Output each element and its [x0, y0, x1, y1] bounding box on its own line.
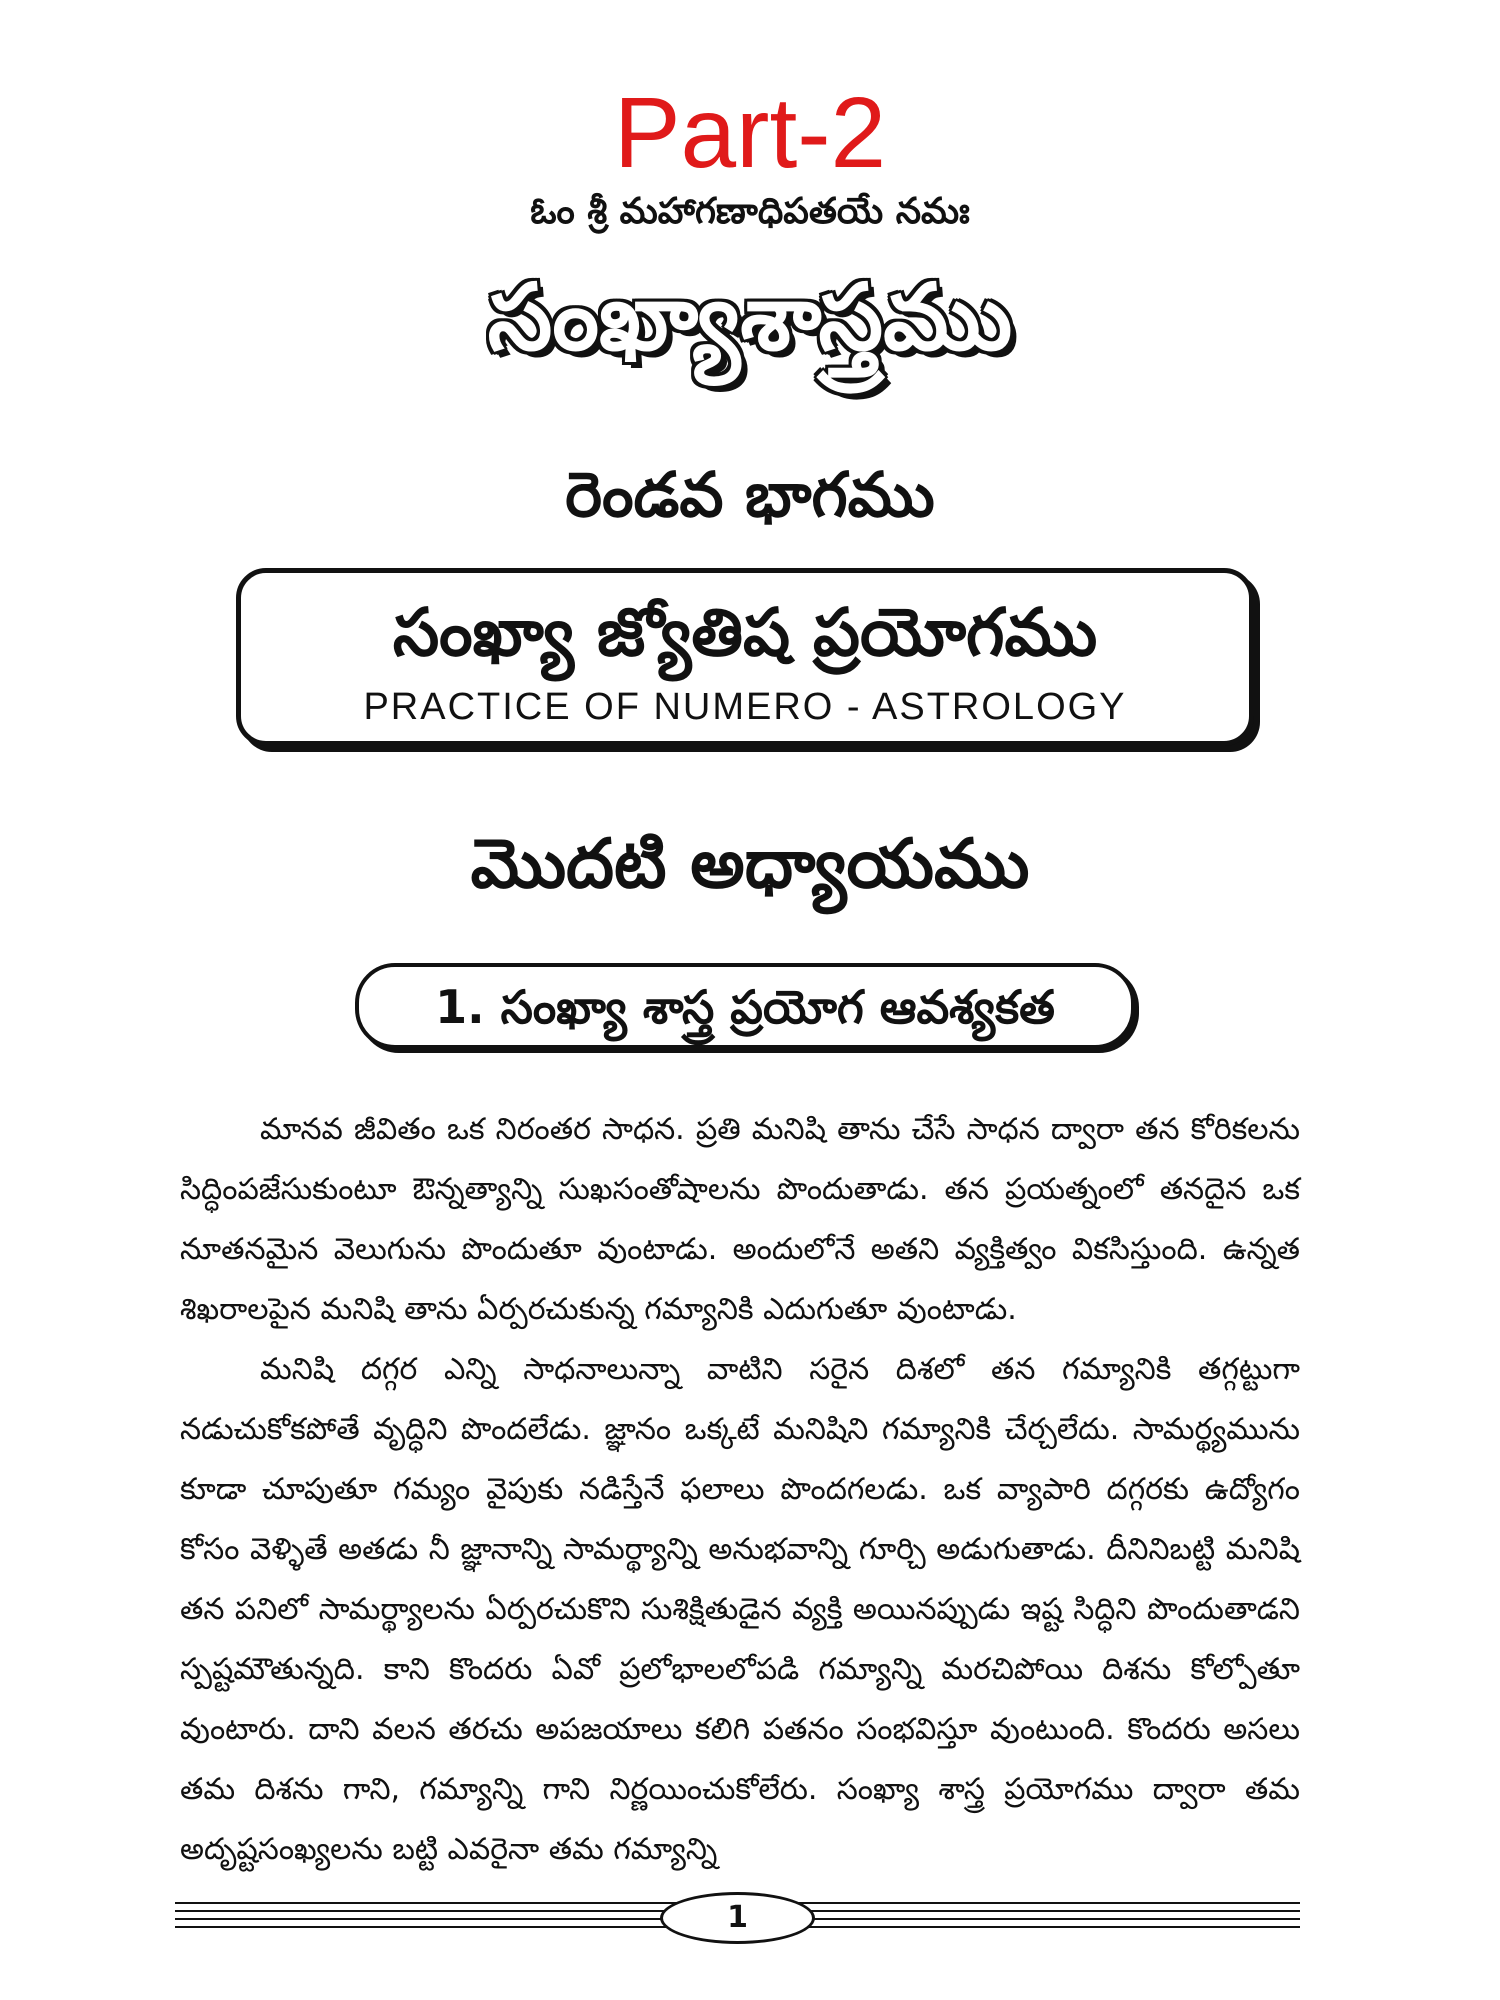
section-subtitle: PRACTICE OF NUMERO - ASTROLOGY — [363, 686, 1127, 728]
topic-heading-box — [355, 963, 1135, 1049]
part-title: రెండవ భాగము — [565, 458, 935, 531]
page-footer — [175, 1890, 1300, 1950]
page-number: 1 — [660, 1892, 815, 1944]
topic-heading: 1. సంఖ్యా శాస్త్ర ప్రయోగ ఆవశ్యకత — [435, 980, 1055, 1034]
part-label: Part-2 — [613, 77, 887, 189]
paragraph: మనిషి దగ్గర ఎన్ని సాధనాలున్నా వాటిని సరైన దిశలో తన గమ్యానికి తగ్గట్టుగా నడుచుకోకపోతే వృద్ధిని పొందలేడు. జ్ఞానం ఒక్కటే మనిషిని గమ్యానికి చేర్చలేదు. సామర్థ్యమును కూడా చూపుతూ గమ్యం వైపుకు నడిస్తేనే ఫలాలు పొందగలడు. ఒక వ్యాపారి దగ్గరకు ఉద్యోగం కోసం వెళ్ళితే అతడు నీ జ్ఞానాన్ని సామర్థ్యాన్ని అనుభవాన్ని గూర్చి అడుగుతాడు. దీనినిబట్టి మనిషి తన పనిలో సామర్థ్యాలను ఏర్పరచుకొని సుశిక్షితుడైన వ్యక్తి అయినప్పుడు ఇష్ట సిద్ధిని పొందుతాడని స్పష్టమౌతున్నది. కాని కొందరు ఏవో ప్రలోభాలలోపడి గమ్యాన్ని మరచిపోయి దిశను కోల్పోతూ వుంటారు. దాని వలన తరచు అపజయాలు కలిగి పతనం సంభవిస్తూ వుంటుంది. కొందరు అసలు తమ దిశను గాని, గమ్యాన్ని గాని నిర్ణయించుకోలేరు. సంఖ్యా శాస్త్ర ప్రయోగము ద్వారా తమ అదృష్టసంఖ్యలను బట్టి ఎవరైనా తమ గమ్యాన్ని — [180, 1352, 1300, 1867]
paragraph: మానవ జీవితం ఒక నిరంతర సాధన. ప్రతి మనిషి తాను చేసే సాధన ద్వారా తన కోరికలను సిద్ధింపజేసుకుంటూ ఔన్నత్యాన్ని సుఖసంతోషాలను పొందుతాడు. తన ప్రయత్నంలో తనదైన ఒక నూతనమైన వెలుగును పొందుతూ వుంటాడు. అందులోనే అతని వ్యక్తిత్వం వికసిస్తుంది. ఉన్నత శిఖరాలపైన మనిషి తాను ఏర్పరచుకున్న గమ్యానికి ఎదుగుతూ వుంటాడు. — [180, 1112, 1300, 1327]
body-text — [180, 1100, 1300, 1880]
section-title-box — [236, 568, 1254, 746]
book-title: సంఖ్యాశాస్త్రము — [487, 264, 1013, 371]
invocation-line: ఓం శ్రీ మహాగణాధిపతయే నమః — [530, 191, 970, 232]
chapter-title: మొదటి అధ్యాయము — [470, 825, 1030, 904]
section-title: సంఖ్యా జ్యోతిష ప్రయోగము — [392, 594, 1098, 671]
